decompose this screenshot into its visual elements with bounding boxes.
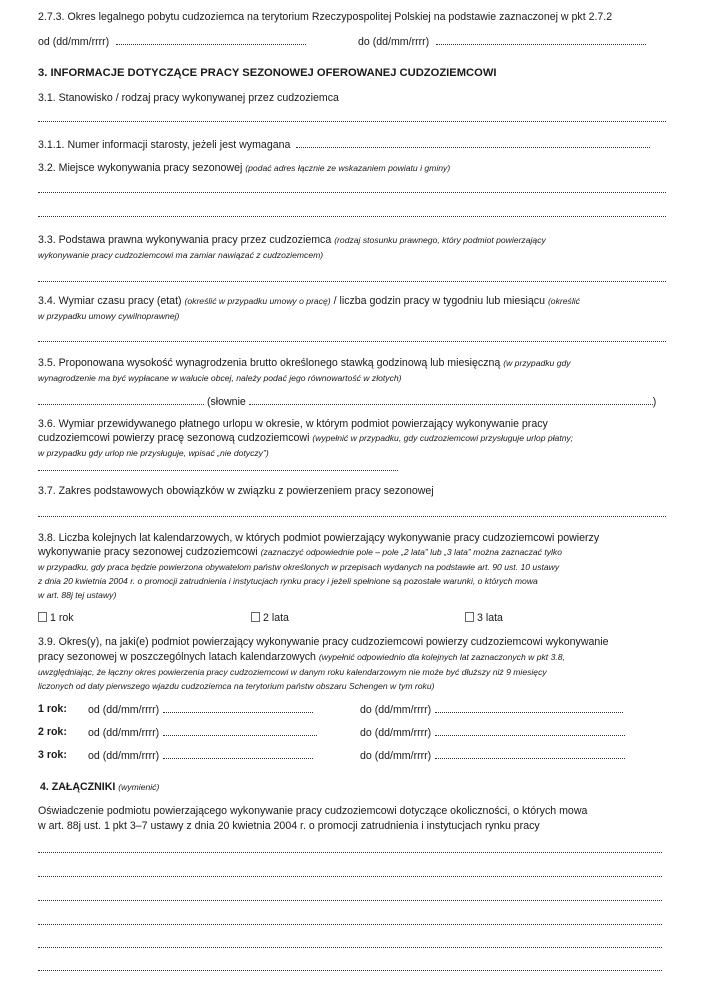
section-2-7-3-label: 2.7.3. Okres legalnego pobytu cudzoziemca na terytorium Rzeczypospolitej Polskiej na podstawie zaznaczonej w pkt 2.7.2: [38, 11, 613, 23]
checkbox-3-lata[interactable]: [465, 612, 474, 622]
year-3-to-label: do (dd/mm/rrrr): [360, 750, 432, 762]
item-3-4-label: [38, 295, 668, 308]
year-1-to-field[interactable]: [435, 703, 623, 713]
item-3-6-label-1: 3.6. Wymiar przewidywanego płatnego urlopu w okresie, w którym podmiot powierzający wykonywanie pracy: [38, 418, 548, 430]
year-2-to-row: [360, 726, 625, 740]
item-3-5-note-2: wynagrodzenie ma być wypłacane w walucie obcej, należy podać jego równowartość w złotych): [38, 373, 402, 383]
year-3-from-label: od (dd/mm/rrrr): [88, 750, 160, 762]
section-4-text-2: w art. 88j ust. 1 pkt 3–7 ustawy z dnia 20 kwietnia 2004 r. o promocji zatrudnienia i instytucjach rynku pracy: [38, 820, 540, 832]
year-1-label: 1 rok:: [38, 703, 67, 715]
item-3-3-field[interactable]: [38, 280, 666, 282]
s273-to-label: do (dd/mm/rrrr): [358, 36, 430, 48]
checkbox-1-rok[interactable]: [38, 612, 47, 622]
item-3-2-text: 3.2. Miejsce wykonywania pracy sezonowej: [38, 162, 246, 174]
item-3-8-note-2: w przypadku, gdy praca będzie powierzona obywatelom państw określonych w przepisach wydanych na podstawie art. 90 ust. 10 ustawy: [38, 562, 560, 572]
item-3-5-amount-row: [38, 395, 668, 409]
item-3-4-note-1: (określić w przypadku umowy o pracę): [184, 296, 331, 306]
item-3-2-field-1[interactable]: [38, 191, 666, 193]
item-3-4-field[interactable]: [38, 340, 666, 342]
item-3-8-text-2: wykonywanie pracy sezonowej cudzoziemcowi: [38, 546, 261, 558]
year-3-label: 3 rok:: [38, 749, 67, 761]
option-3-lata[interactable]: [465, 612, 503, 625]
item-3-8-note-1: (zaznaczyć odpowiednie pole – pole „2 lata” lub „3 lata” można zaznaczać tylko: [260, 547, 562, 557]
year-3-from-row: [88, 749, 313, 763]
item-3-2-field-2[interactable]: [38, 215, 666, 217]
year-2-from-label: od (dd/mm/rrrr): [88, 727, 160, 739]
year-1-to-row: [360, 703, 623, 717]
item-3-2-note: (podać adres łącznie ze wskazaniem powiatu i gminy): [245, 163, 451, 173]
s273-to-field[interactable]: [436, 35, 646, 45]
section-4-title-text: 4. ZAŁĄCZNIKI: [40, 781, 119, 793]
item-3-4-note-2: (określić: [547, 296, 580, 306]
item-3-6-note-1: (wypełnić w przypadku, gdy cudzoziemcowi przysługuje urlop płatny;: [312, 433, 574, 443]
item-3-7-field[interactable]: [38, 515, 666, 517]
attachment-field-2[interactable]: [38, 875, 662, 877]
year-3-from-field[interactable]: [163, 749, 313, 759]
checkbox-2-lata[interactable]: [251, 612, 260, 622]
item-3-7-label: 3.7. Zakres podstawowych obowiązków w związku z powierzeniem pracy sezonowej: [38, 485, 434, 497]
year-1-to-label: do (dd/mm/rrrr): [360, 704, 432, 716]
item-3-1-field[interactable]: [38, 120, 666, 122]
section-4-title: [40, 781, 670, 794]
item-3-6-label-2: [38, 432, 668, 445]
item-3-5-words-label: (słownie: [206, 396, 246, 408]
item-3-4-mid: / liczba godzin pracy w tygodniu lub miesiącu: [330, 295, 548, 307]
item-3-8-note-4: w art. 88j tej ustawy): [38, 590, 117, 600]
item-3-3-note-2: wykonywanie pracy cudzoziemcowi ma zamiar nawiązać z cudzoziemcem): [38, 250, 324, 260]
s273-from-label: od (dd/mm/rrrr): [38, 36, 110, 48]
year-2-to-label: do (dd/mm/rrrr): [360, 727, 432, 739]
year-1-from-label: od (dd/mm/rrrr): [88, 704, 160, 716]
item-3-1-1-row: [38, 138, 650, 152]
year-1-from-row: [88, 703, 313, 717]
item-3-1-1-field[interactable]: [296, 138, 650, 148]
item-3-9-label-2: [38, 651, 668, 664]
s273-from-row: [38, 35, 306, 49]
year-2-from-field[interactable]: [163, 726, 317, 736]
s273-to-row: [358, 35, 646, 49]
item-3-3-text: 3.3. Podstawa prawna wykonywania pracy przez cudzoziemca: [38, 234, 335, 246]
item-3-4-text: 3.4. Wymiar czasu pracy (etat): [38, 295, 185, 307]
item-3-1-label: 3.1. Stanowisko / rodzaj pracy wykonywanej przez cudzoziemca: [38, 92, 339, 104]
item-3-3-label: [38, 234, 668, 247]
item-3-9-note-1: (wypełnić odpowiednio dla kolejnych lat zaznaczonych w pkt 3.8,: [318, 652, 565, 662]
item-3-6-field[interactable]: [38, 469, 398, 471]
option-2-lata-label: 2 lata: [263, 612, 289, 624]
item-3-6-note-2: w przypadku gdy urlop nie przysługuje, wpisać „nie dotyczy”): [38, 448, 269, 458]
item-3-4-note-3: w przypadku umowy cywilnoprawnej): [38, 311, 180, 321]
item-3-9-note-2: uwzględniając, że łączny okres powierzenia pracy cudzoziemcowi w danym roku kalendarzowym nie może być dłuższy niż 9 miesięcy: [38, 667, 547, 677]
section-3-title: 3. INFORMACJE DOTYCZĄCE PRACY SEZONOWEJ OFEROWANEJ CUDZOZIEMCOWI: [38, 67, 497, 79]
year-1-from-field[interactable]: [163, 703, 313, 713]
item-3-3-note-1: (rodzaj stosunku prawnego, który podmiot powierzający: [334, 235, 546, 245]
item-3-2-label: [38, 162, 668, 175]
attachment-field-5[interactable]: [38, 946, 662, 948]
year-2-label: 2 rok:: [38, 726, 67, 738]
item-3-8-note-3: z dnia 20 kwietnia 2004 r. o promocji zatrudnienia i instytucjach rynku pracy i jeżeli spełnione są pozostałe warunki, o których mowa: [38, 576, 538, 586]
s273-from-field[interactable]: [116, 35, 306, 45]
item-3-5-amount-field[interactable]: [38, 395, 204, 405]
attachment-field-6[interactable]: [38, 969, 662, 971]
item-3-5-label: [38, 357, 668, 370]
item-3-5-close: ): [652, 396, 657, 408]
option-3-lata-label: 3 lata: [477, 612, 503, 624]
year-2-from-row: [88, 726, 317, 740]
item-3-8-label-2: [38, 546, 668, 559]
year-3-to-row: [360, 749, 625, 763]
item-3-5-text: 3.5. Proponowana wysokość wynagrodzenia brutto określonego stawką godzinową lub miesięczną: [38, 357, 504, 369]
item-3-9-text-2: pracy sezonowej w poszczególnych latach kalendarzowych: [38, 651, 319, 663]
item-3-5-words-field[interactable]: [249, 395, 653, 405]
section-4-text-1: Oświadczenie podmiotu powierzającego wykonywanie pracy cudzoziemcowi dotyczące okoliczności, o których mowa: [38, 805, 588, 817]
attachment-field-3[interactable]: [38, 899, 662, 901]
year-2-to-field[interactable]: [435, 726, 625, 736]
item-3-6-text-2: cudzoziemcowi powierzy pracę sezonową cudzoziemcowi: [38, 432, 313, 444]
option-1-rok[interactable]: [38, 612, 74, 625]
option-2-lata[interactable]: [251, 612, 289, 625]
item-3-5-note-1: (w przypadku gdy: [503, 358, 571, 368]
section-4-title-note: (wymienić): [118, 782, 160, 792]
item-3-8-label-1: 3.8. Liczba kolejnych lat kalendarzowych, w których podmiot powierzający wykonywanie pracy cudzoziemcowi powierzy: [38, 532, 600, 544]
year-3-to-field[interactable]: [435, 749, 625, 759]
item-3-1-1-label: 3.1.1. Numer informacji starosty, jeżeli jest wymagana: [38, 139, 291, 151]
attachment-field-4[interactable]: [38, 923, 662, 925]
item-3-9-label-1: 3.9. Okres(y), na jaki(e) podmiot powierzający wykonywanie pracy cudzoziemcowi powierzy cudzoziemcowi wykonywanie: [38, 636, 609, 648]
attachment-field-1[interactable]: [38, 851, 662, 853]
option-1-rok-label: 1 rok: [50, 612, 74, 624]
item-3-9-note-3: liczonych od daty pierwszego wjazdu cudzoziemca na terytorium państw obszaru Schengen w tym roku): [38, 681, 435, 691]
